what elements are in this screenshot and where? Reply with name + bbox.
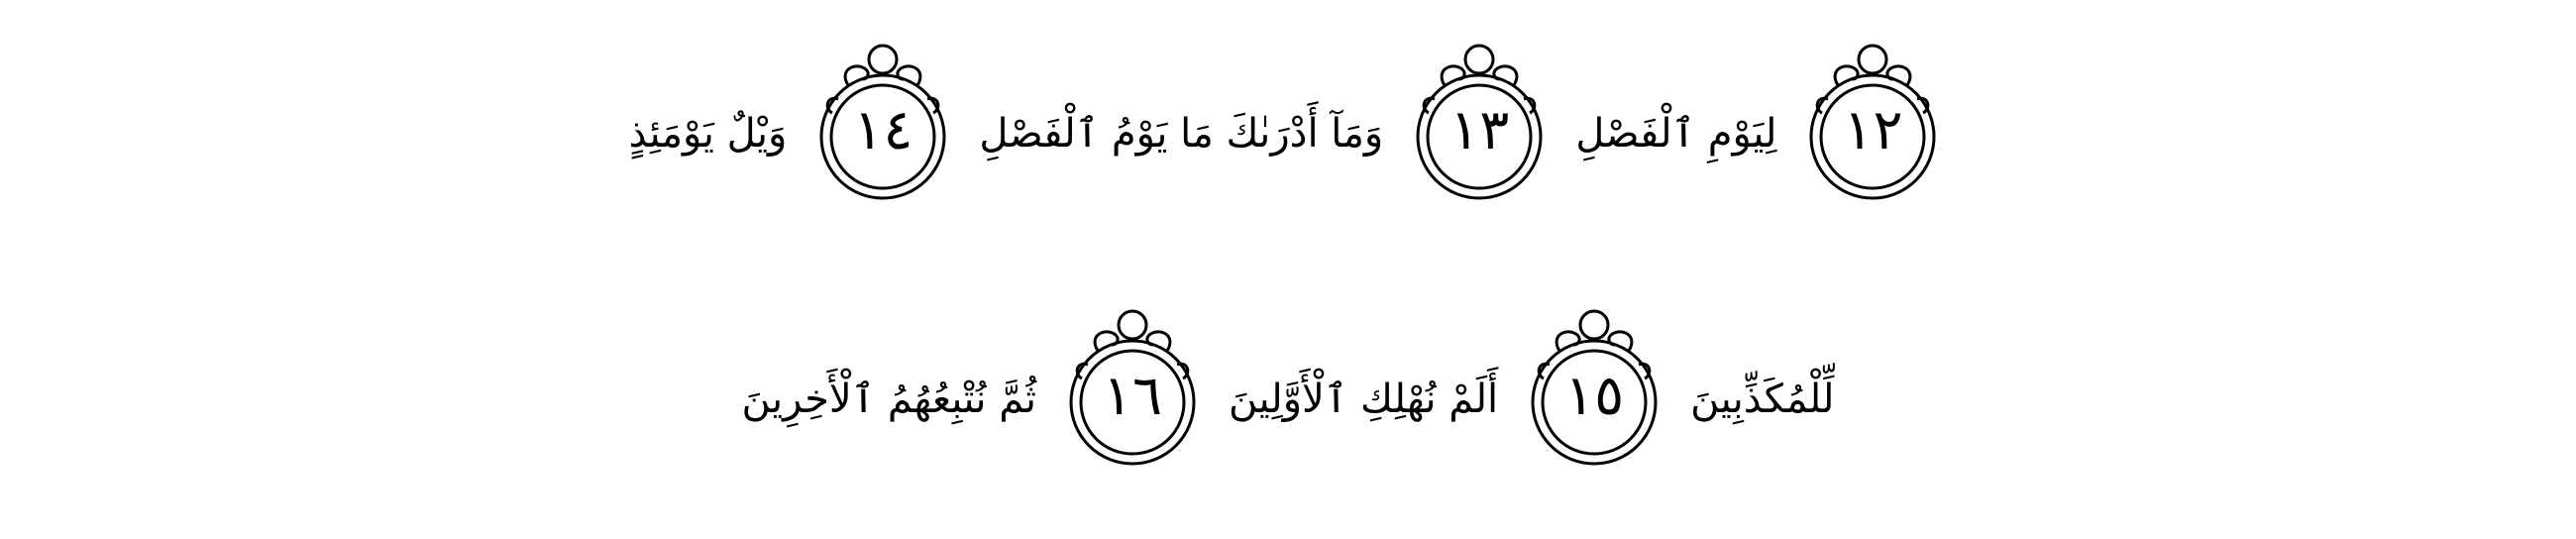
ayah-marker-15	[1520, 305, 1668, 493]
ayah-marker-14	[808, 40, 957, 228]
ayah-number: ١٢	[1843, 98, 1903, 162]
verse-15-end-text: لِّلْمُكَذِّبِينَ	[1690, 377, 1835, 422]
ayah-marker-13	[1405, 40, 1554, 228]
ayah-number: ١٥	[1564, 364, 1625, 428]
ayah-marker-16	[1058, 305, 1207, 493]
ayah-number: ١٦	[1102, 364, 1163, 428]
ayah-number: ١٣	[1449, 98, 1510, 162]
verse-13-text: وَمَآ أَدْرَىٰكَ مَا يَوْمُ ٱلْفَصْلِ	[979, 111, 1384, 157]
verse-16-text: أَلَمْ نُهْلِكِ ٱلْأَوَّلِينَ	[1229, 377, 1499, 422]
verse-15-start-text: وَيْلٌ يَوْمَئِذٍ	[628, 111, 788, 157]
verse-line-1	[0, 10, 2576, 258]
ayah-marker-12	[1798, 40, 1947, 228]
ayah-number: ١٤	[853, 98, 913, 162]
verse-12-text: لِيَوْمِ ٱلْفَصْلِ	[1575, 111, 1777, 157]
verse-17-text: ثُمَّ نُتْبِعُهُمُ ٱلْأَخِرِينَ	[741, 377, 1036, 422]
verse-line-2	[0, 275, 2576, 523]
